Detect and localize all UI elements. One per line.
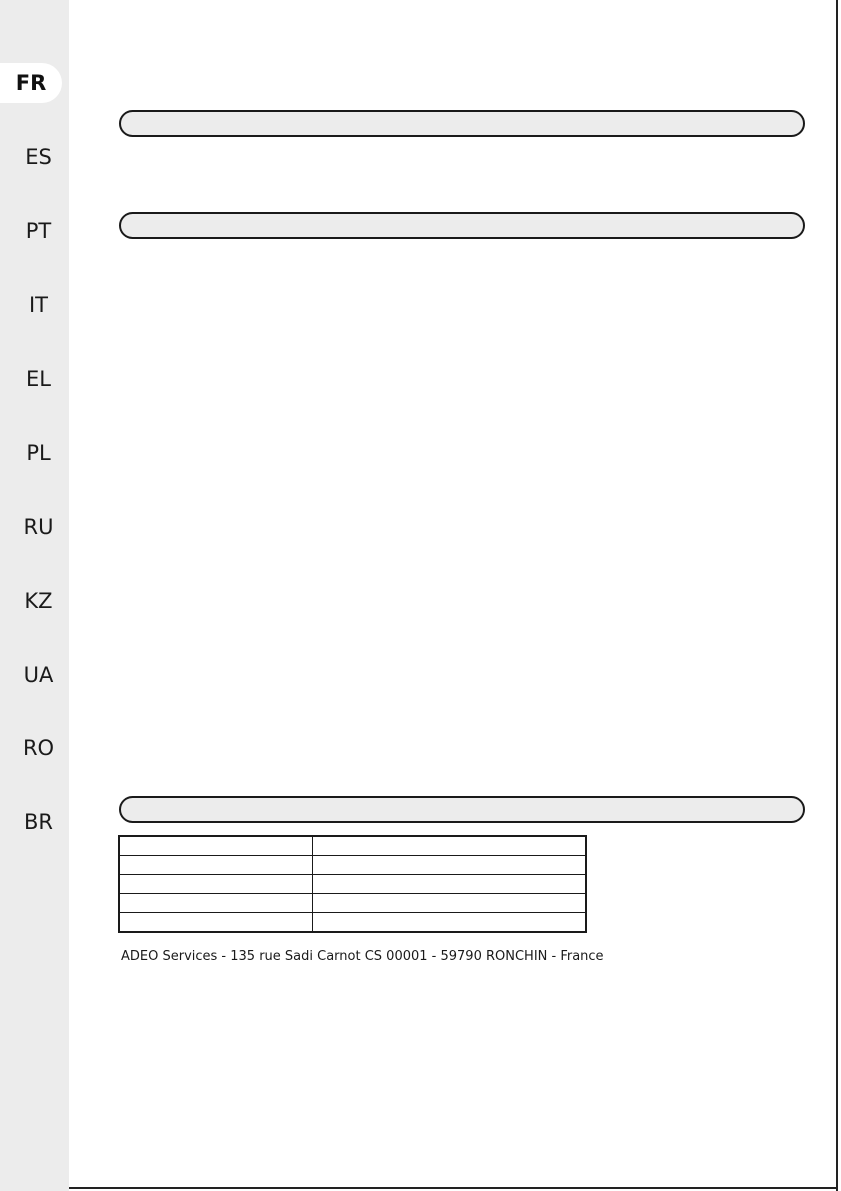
table-cell (119, 875, 313, 894)
lang-tab-es[interactable]: ES (25, 145, 52, 169)
lang-tab-fr[interactable]: FR (0, 63, 62, 103)
lang-tab-ru[interactable]: RU (23, 515, 54, 539)
table-cell (119, 913, 313, 933)
lang-tab-br[interactable]: BR (24, 810, 53, 834)
table-row (119, 913, 586, 933)
lang-tab-it[interactable]: IT (28, 293, 49, 317)
lang-tab-pt[interactable]: PT (25, 219, 52, 243)
table-cell (313, 894, 587, 913)
section-header-bar-2 (119, 212, 805, 239)
spec-table (118, 835, 587, 933)
page-border-bottom (69, 1187, 838, 1189)
table-cell (119, 894, 313, 913)
table-cell (119, 836, 313, 856)
table-cell (313, 913, 587, 933)
lang-tab-el[interactable]: EL (26, 367, 51, 391)
table-cell (119, 856, 313, 875)
section-header-bar-3 (119, 796, 805, 823)
section-header-bar-1 (119, 110, 805, 137)
page-border-right (836, 0, 838, 1191)
table-cell (313, 836, 587, 856)
lang-tab-ua[interactable]: UA (23, 663, 54, 687)
lang-tab-ro[interactable]: RO (22, 736, 55, 760)
table-row (119, 894, 586, 913)
table-row (119, 875, 586, 894)
language-sidebar (0, 0, 69, 1191)
table-cell (313, 856, 587, 875)
table-cell (313, 875, 587, 894)
table-row (119, 856, 586, 875)
lang-tab-kz[interactable]: KZ (24, 589, 53, 613)
table-row (119, 836, 586, 856)
company-address: ADEO Services - 135 rue Sadi Carnot CS 00001 - 59790 RONCHIN - France (121, 949, 604, 964)
lang-tab-pl[interactable]: PL (26, 441, 51, 465)
